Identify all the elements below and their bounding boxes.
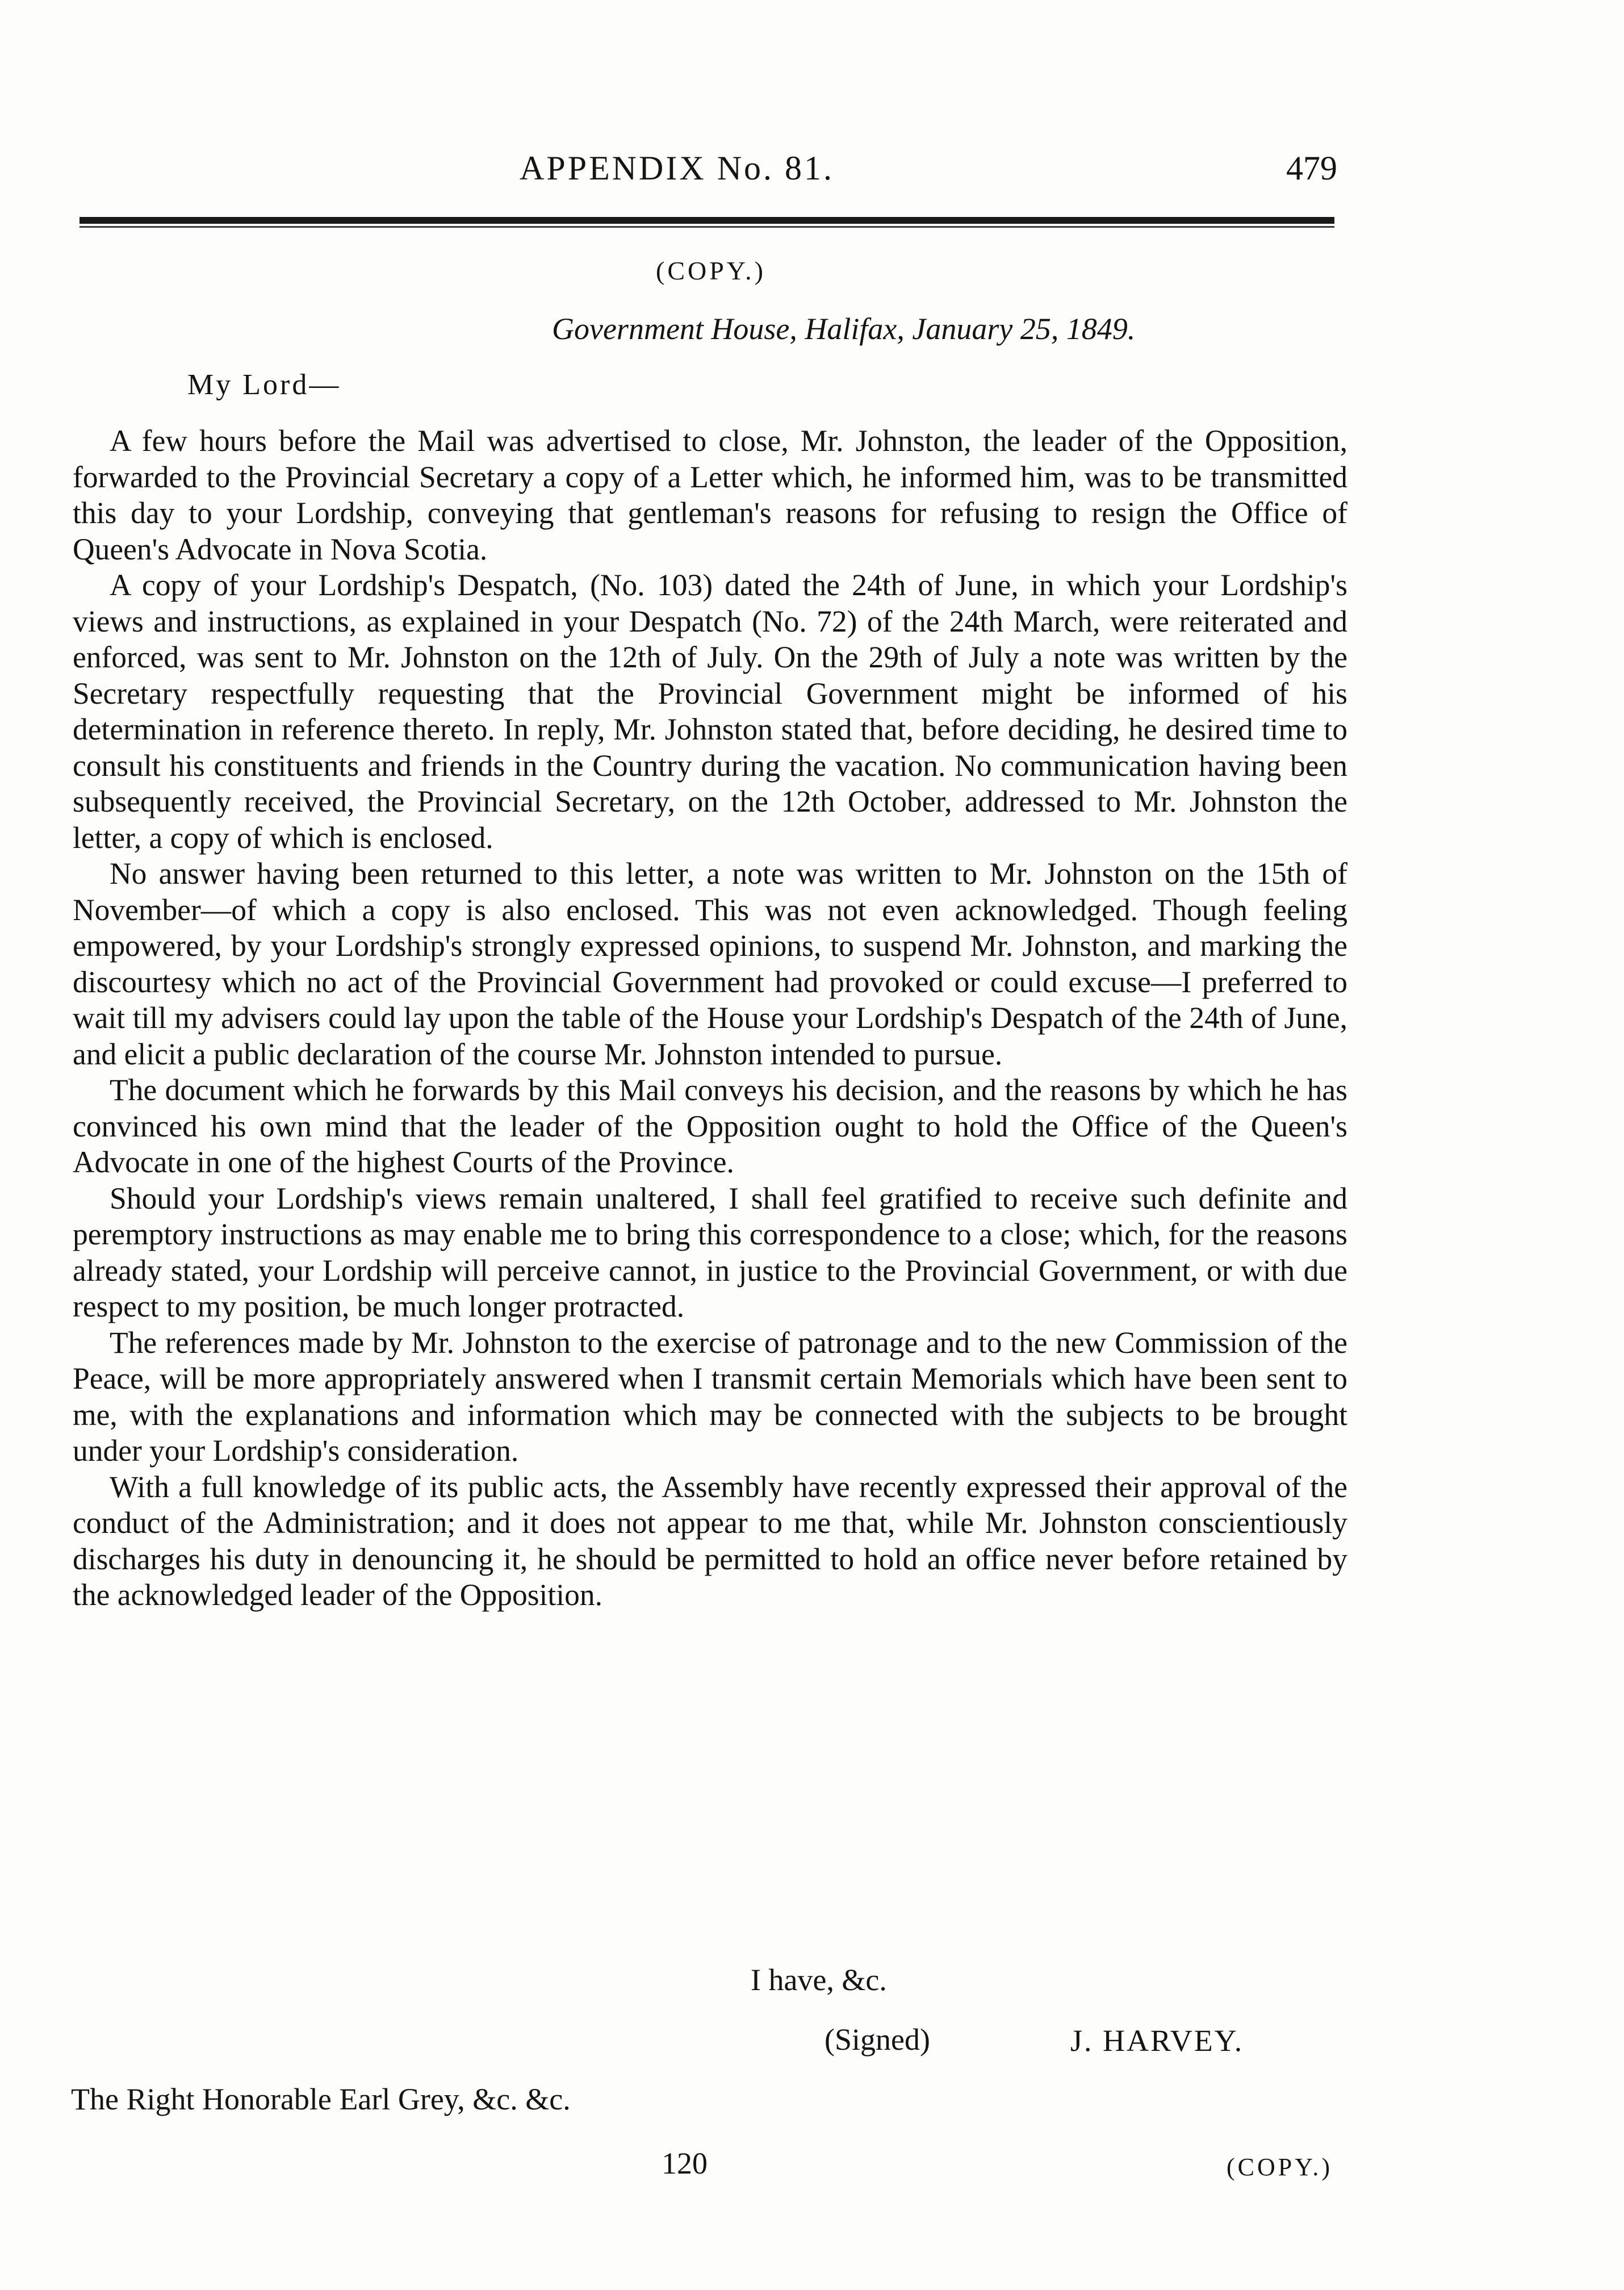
page-header	[71, 149, 1337, 200]
salutation: My Lord—	[187, 369, 341, 401]
paragraph: The document which he forwards by this Mail conveys his decision, and the reasons by which he has convinced his own mind that the leader of the Opposition ought to hold the Office of the Queen's Advocate in one of the highest Courts of the Province.	[73, 1073, 1347, 1179]
signed-label: (Signed)	[824, 2022, 930, 2057]
signer-name: J. HARVEY.	[1070, 2024, 1244, 2058]
paragraph: With a full knowledge of its public acts, the Assembly have recently expressed their approval of the conduct of the Administration; and it does not appear to me that, while Mr. Johnston conscientiously discharges his duty in denouncing it, he should be permitted to hold an office never before retained by the acknowledged leader of the Opposition.	[73, 1469, 1347, 1612]
appendix-title: APPENDIX No. 81.	[520, 149, 835, 187]
paragraph: No answer having been returned to this letter, a note was written to Mr. Johnston on the 15th of November—of which a copy is also enclosed. This was not even acknowledged. Though feeling empowered, by your Lordship's strongly expressed opinions, to suspend Mr. Johnston, and marking the discourtesy which no act of the Provincial Government had provoked or could excuse—I preferred to wait till my advisers could lay upon the table of the House your Lordship's Despatch of the 24th of June, and elicit a public declaration of the course Mr. Johnston intended to pursue.	[73, 856, 1347, 1071]
letter-body	[73, 423, 1347, 1614]
closing: I have, &c.	[751, 1963, 887, 1997]
addressee: The Right Honorable Earl Grey, &c. &c.	[71, 2082, 571, 2116]
signature-mark: 120	[662, 2146, 708, 2180]
dateline: Government House, Halifax, January 25, 1849.	[552, 312, 1136, 346]
copy-mark: (COPY.)	[656, 256, 766, 285]
header-rule	[79, 217, 1334, 224]
header-rule-thin	[79, 226, 1334, 228]
paragraph: A few hours before the Mail was advertised to close, Mr. Johnston, the leader of the Opposition, forwarded to the Provincial Secretary a copy of a Letter which, he informed him, was to be transmitted this day to your Lordship, conveying that gentleman's reasons for refusing to resign the Office of Queen's Advocate in Nova Scotia.	[73, 424, 1347, 566]
footer-copy-mark: (COPY.)	[1227, 2153, 1333, 2181]
page-number: 479	[1286, 149, 1337, 187]
paragraph: The references made by Mr. Johnston to the exercise of patronage and to the new Commission of the Peace, will be more appropriately answered when I transmit certain Memorials which have been sent to me, with the explanations and information which may be connected with the subjects to be brought under your Lordship's consideration.	[73, 1325, 1347, 1468]
paragraph: Should your Lordship's views remain unaltered, I shall feel gratified to receive such definite and peremptory instructions as may enable me to bring this correspondence to a close; which, for the reasons already stated, your Lordship will perceive cannot, in justice to the Provincial Government, or with due respect to my position, be much longer protracted.	[73, 1181, 1347, 1323]
paragraph: A copy of your Lordship's Despatch, (No. 103) dated the 24th of June, in which your Lordship's views and instructions, as explained in your Despatch (No. 72) of the 24th March, were reiterated and enforced, was sent to Mr. Johnston on the 12th of July. On the 29th of July a note was written by the Secretary respectfully requesting that the Provincial Government might be informed of his determination in reference thereto. In reply, Mr. Johnston stated that, before deciding, he desired time to consult his constituents and friends in the Country during the vacation. No communication having been subsequently received, the Provincial Secretary, on the 12th October, addressed to Mr. Johnston the letter, a copy of which is enclosed.	[73, 568, 1347, 855]
